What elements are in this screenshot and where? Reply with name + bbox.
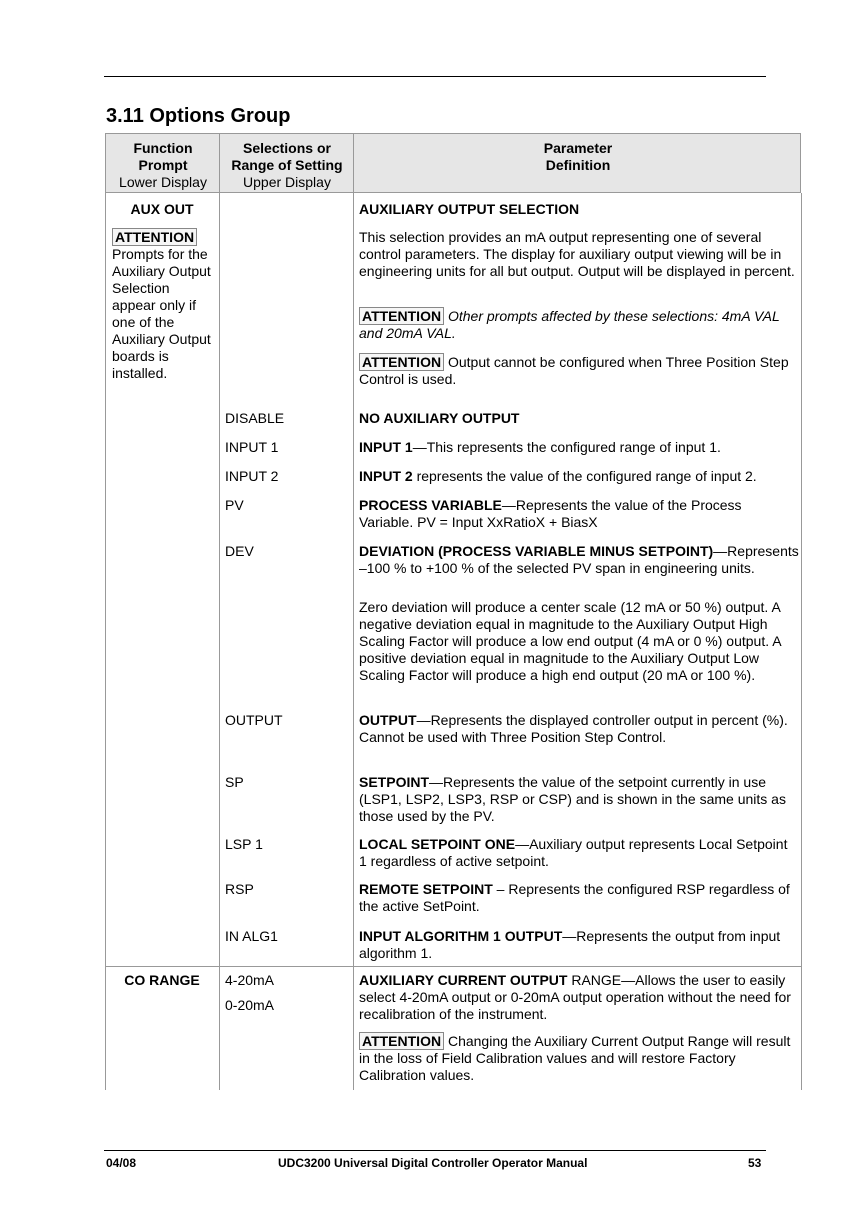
selection-0-20ma: 0-20mA [225,997,275,1013]
definition-output [359,712,799,746]
definition-input-1 [359,439,799,456]
selection-input-2: INPUT 2 [225,468,279,484]
header-parameter-definition [354,134,802,194]
aux-out-note [112,229,216,382]
definition-lsp-1 [359,836,799,870]
header-label: Prompt [138,157,188,173]
aux-out-attention-1 [359,308,799,342]
header-sublabel: Upper Display [243,174,331,190]
definition-heading: AUXILIARY OUTPUT SELECTION [359,201,580,217]
definition-text: – Represents the configured RSP regardless of the active SetPoint. [359,881,790,914]
selection-dev: DEV [225,543,254,559]
table-right-border [801,193,802,1090]
header-label: Selections or [243,140,331,156]
footer-page-number: 53 [748,1156,762,1170]
row-divider [105,966,801,967]
definition-co-range [359,972,799,1023]
selection-in-alg1: IN ALG1 [225,928,278,944]
selection-disable: DISABLE [225,410,285,426]
selection-output: OUTPUT [225,712,283,728]
attention-text: Output cannot be configured when Three Position Step Control is used. [359,354,789,387]
attention-text: Other prompts affected by these selections: 4mA VAL and 20mA VAL. [359,308,780,341]
column-divider [219,133,220,1090]
footer-title: UDC3200 Universal Digital Controller Operator Manual [278,1156,588,1170]
header-function-prompt [106,134,220,194]
aux-out-heading [359,201,799,218]
footer-rule [104,1150,766,1151]
definition-term: INPUT ALGORITHM 1 OUTPUT [359,928,563,944]
definition-term: INPUT 2 [359,468,413,484]
attention-badge: ATTENTION [359,353,444,371]
table-left-border [105,193,106,1090]
selection-rsp: RSP [225,881,254,897]
header-label: Definition [545,157,611,173]
aux-out-note-text: Prompts for the Auxiliary Output Selection appear only if one of the Auxiliary Output boards is installed. [112,246,211,381]
header-label: Function [133,140,193,156]
definition-text: represents the value of the configured range of input 2. [412,468,757,484]
prompt-co-range: CO RANGE [124,972,200,988]
definition-pv [359,497,799,531]
definition-term: INPUT 1 [359,439,413,455]
definition-dev-detail: Zero deviation will produce a center scale (12 mA or 50 %) output. A negative deviation equal in magnitude to the Auxiliary Output High Scaling Factor will produce a low end output (4 mA or 0 %) output. A positive deviation equal in magnitude to the Auxiliary Output Low Scaling Factor will produce a high end output (20 mA or 100 %). [359,599,781,683]
header-rule [104,76,766,77]
definition-text: RANGE—Allows the user to easily select 4-20mA output or 0-20mA output operation without the need for recalibration of the instrument. [359,972,791,1022]
definition-text: —Represents the output from input algorithm 1. [359,928,781,961]
options-table [105,133,801,1090]
definition-term: DEVIATION (PROCESS VARIABLE MINUS SETPOINT) [359,543,714,559]
selection-4-20ma: 4-20mA [225,972,275,988]
definition-text: —Represents the displayed controller output in percent (%). Cannot be used with Three Position Step Control. [359,712,788,745]
definition-term: LOCAL SETPOINT ONE [359,836,516,852]
attention-badge: ATTENTION [359,1032,444,1050]
definition-text: —Represents the value of the setpoint currently in use (LSP1, LSP2, LSP3, RSP or CSP) and is shown in the same units as those used by the PV. [359,774,786,824]
prompt-aux-out: AUX OUT [130,201,194,217]
definition-term: PROCESS VARIABLE [359,497,502,513]
footer-date: 04/08 [106,1156,137,1170]
definition-term: SETPOINT [359,774,430,790]
attention-text: Changing the Auxiliary Current Output Range will result in the loss of Field Calibration values and will restore Factory Calibration values. [359,1033,791,1083]
selection-lsp-1: LSP 1 [225,836,263,852]
definition-rsp [359,881,799,915]
definition-term: AUXILIARY CURRENT OUTPUT [359,972,568,988]
header-sublabel: Lower Display [119,174,207,190]
definition-dev [359,543,799,577]
attention-badge: ATTENTION [112,228,197,246]
header-selections [220,134,354,194]
selection-pv: PV [225,497,244,513]
header-label: Range of Setting [231,157,343,173]
attention-badge: ATTENTION [359,307,444,325]
column-divider [353,133,354,1090]
definition-term: NO AUXILIARY OUTPUT [359,410,520,426]
section-title: 3.11 Options Group [106,105,291,127]
definition-text: —Represents –100 % to +100 % of the selected PV span in engineering units. [359,543,799,576]
definition-term: REMOTE SETPOINT [359,881,493,897]
co-range-attention [359,1033,799,1084]
selection-input-1: INPUT 1 [225,439,279,455]
selection-sp: SP [225,774,244,790]
definition-text: —Auxiliary output represents Local Setpoint 1 regardless of active setpoint. [359,836,788,869]
definition-text: —Represents the value of the Process Variable. PV = Input XxRatioX + BiasX [359,497,742,530]
definition-text: —This represents the configured range of input 1. [412,439,721,455]
definition-input-2 [359,468,799,485]
header-label: Parameter [543,140,613,156]
definition-disable [359,410,799,427]
aux-out-intro: This selection provides an mA output representing one of several control parameters. The display for auxiliary output viewing will be in engineering units for all but output. Output will be displayed in percent. [359,229,795,279]
definition-in-alg1 [359,928,799,962]
table-header [105,133,801,193]
definition-sp [359,774,799,825]
aux-out-attention-2 [359,354,799,388]
definition-term: OUTPUT [359,712,417,728]
